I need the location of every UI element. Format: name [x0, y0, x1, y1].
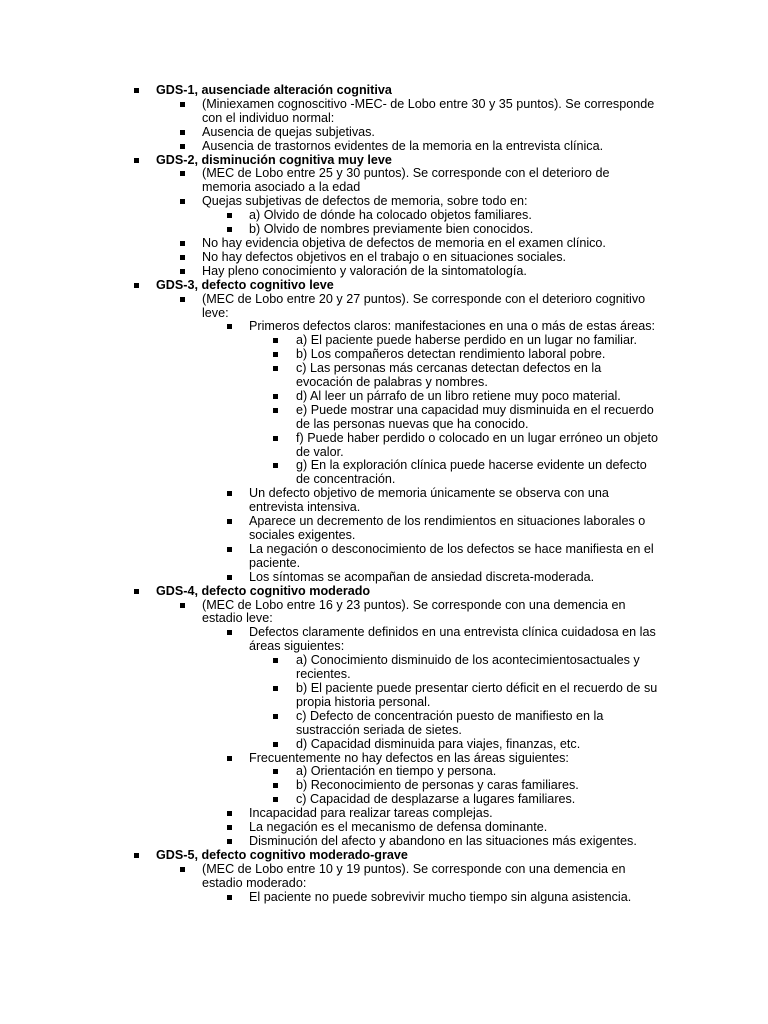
bullet-icon: [273, 394, 278, 399]
bullet-icon: [227, 630, 232, 635]
list-item: [0, 487, 660, 515]
bullet-icon: [134, 853, 139, 858]
bullet-icon: [180, 269, 185, 274]
bullet-icon: [273, 742, 278, 747]
item-text: a) Conocimiento disminuido de los acontecimientosactuales y recientes.: [296, 653, 640, 682]
list-item: [0, 293, 660, 321]
bullet-icon: [273, 366, 278, 371]
bullet-icon: [227, 575, 232, 580]
item-text: (MEC de Lobo entre 25 y 30 puntos). Se corresponde con el deterioro de memoria asociado a la edad: [202, 166, 610, 195]
list-item: [0, 821, 660, 835]
item-text: b) Los compañeros detectan rendimiento laboral pobre.: [296, 347, 606, 362]
list-item: [0, 404, 660, 432]
section-heading: [0, 154, 660, 168]
item-text: Frecuentemente no hay defectos en las áreas siguientes:: [249, 750, 569, 765]
list-item: [0, 654, 660, 682]
bullet-icon: [227, 491, 232, 496]
item-text: No hay defectos objetivos en el trabajo o en situaciones sociales.: [202, 249, 567, 264]
list-item: [0, 891, 660, 905]
bullet-icon: [273, 658, 278, 663]
item-text: c) Las personas más cercanas detectan defectos en la evocación de palabras y nombres.: [296, 361, 602, 390]
bullet-icon: [180, 171, 185, 176]
list-item: [0, 571, 660, 585]
bullet-icon: [180, 603, 185, 608]
list-item: [0, 738, 660, 752]
bullet-icon: [273, 436, 278, 441]
list-item: [0, 223, 660, 237]
item-text: GDS-1, ausenciade alteración cognitiva: [156, 83, 392, 97]
list-item: [0, 752, 660, 766]
bullet-icon: [227, 825, 232, 830]
item-text: El paciente no puede sobrevivir mucho tiempo sin alguna asistencia.: [249, 889, 632, 904]
item-text: (MEC de Lobo entre 16 y 23 puntos). Se corresponde con una demencia en estadio leve:: [202, 597, 626, 626]
bullet-icon: [273, 352, 278, 357]
section-heading: [0, 84, 660, 98]
list-item: [0, 237, 660, 251]
list-item: [0, 835, 660, 849]
list-item: [0, 543, 660, 571]
item-text: b) Reconocimiento de personas y caras familiares.: [296, 778, 579, 793]
list-item: [0, 459, 660, 487]
item-text: d) Capacidad disminuida para viajes, finanzas, etc.: [296, 736, 581, 751]
bullet-icon: [227, 811, 232, 816]
item-text: Hay pleno conocimiento y valoración de la sintomatología.: [202, 263, 527, 278]
item-text: c) Defecto de concentración puesto de manifiesto en la sustracción seriada de sietes.: [296, 708, 604, 737]
item-text: GDS-5, defecto cognitivo moderado-grave: [156, 847, 408, 862]
section-heading: [0, 585, 660, 599]
list-item: [0, 209, 660, 223]
item-text: b) El paciente puede presentar cierto déficit en el recuerdo de su propia historia personal.: [296, 680, 658, 709]
bullet-icon: [180, 867, 185, 872]
item-text: (Miniexamen cognoscitivo -MEC- de Lobo entre 30 y 35 puntos). Se corresponde con el individuo normal:: [202, 96, 655, 125]
list-item: [0, 599, 660, 627]
item-text: Primeros defectos claros: manifestaciones en una o más de estas áreas:: [249, 319, 656, 334]
item-text: Ausencia de quejas subjetivas.: [202, 124, 375, 139]
bullet-icon: [273, 686, 278, 691]
bullet-icon: [227, 227, 232, 232]
item-text: Incapacidad para realizar tareas complejas.: [249, 806, 493, 821]
bullet-icon: [180, 199, 185, 204]
bullet-icon: [180, 297, 185, 302]
bullet-icon: [273, 783, 278, 788]
item-text: (MEC de Lobo entre 10 y 19 puntos). Se corresponde con una demencia en estadio moderado:: [202, 861, 626, 890]
section-heading: [0, 279, 660, 293]
item-text: GDS-4, defecto cognitivo moderado: [156, 583, 371, 598]
item-text: La negación o desconocimiento de los defectos se hace manifiesta en el paciente.: [249, 541, 654, 570]
item-text: Un defecto objetivo de memoria únicamente se observa con una entrevista intensiva.: [249, 486, 609, 515]
list-item: [0, 793, 660, 807]
item-text: g) En la exploración clínica puede hacerse evidente un defecto de concentración.: [296, 458, 647, 487]
bullet-icon: [273, 463, 278, 468]
bullet-icon: [134, 589, 139, 594]
item-text: a) Orientación en tiempo y persona.: [296, 764, 497, 779]
list-item: [0, 98, 660, 126]
bullet-icon: [134, 158, 139, 163]
section-heading: [0, 849, 660, 863]
item-text: b) Olvido de nombres previamente bien conocidos.: [249, 222, 534, 237]
bullet-icon: [227, 519, 232, 524]
list-item: [0, 779, 660, 793]
item-text: Disminución del afecto y abandono en las situaciones más exigentes.: [249, 833, 637, 848]
bullet-icon: [134, 283, 139, 288]
list-item: [0, 432, 660, 460]
item-text: No hay evidencia objetiva de defectos de memoria en el examen clínico.: [202, 235, 606, 250]
item-text: a) El paciente puede haberse perdido en un lugar no familiar.: [296, 333, 637, 348]
list-item: [0, 390, 660, 404]
bullet-icon: [227, 756, 232, 761]
list-item: [0, 140, 660, 154]
item-text: Ausencia de trastornos evidentes de la memoria en la entrevista clínica.: [202, 138, 604, 153]
bullet-icon: [273, 714, 278, 719]
bullet-icon: [180, 102, 185, 107]
list-item: [0, 265, 660, 279]
list-item: [0, 515, 660, 543]
list-item: [0, 682, 660, 710]
bullet-icon: [180, 255, 185, 260]
list-item: [0, 710, 660, 738]
bullet-icon: [227, 213, 232, 218]
list-item: [0, 167, 660, 195]
bullet-icon: [273, 408, 278, 413]
item-text: c) Capacidad de desplazarse a lugares familiares.: [296, 792, 576, 807]
list-item: [0, 195, 660, 209]
list-item: [0, 334, 660, 348]
list-item: [0, 320, 660, 334]
bullet-icon: [180, 130, 185, 135]
item-text: e) Puede mostrar una capacidad muy disminuida en el recuerdo de las personas nuevas que ha conocido.: [296, 402, 654, 431]
list-item: [0, 362, 660, 390]
bullet-icon: [273, 769, 278, 774]
item-text: f) Puede haber perdido o colocado en un lugar erróneo un objeto de valor.: [296, 430, 658, 459]
list-item: [0, 251, 660, 265]
bullet-icon: [180, 144, 185, 149]
list-item: [0, 626, 660, 654]
document-page: [0, 84, 768, 904]
item-text: GDS-2, disminución cognitiva muy leve: [156, 152, 392, 167]
item-text: La negación es el mecanismo de defensa dominante.: [249, 820, 548, 835]
bullet-icon: [273, 338, 278, 343]
item-text: Quejas subjetivas de defectos de memoria, sobre todo en:: [202, 194, 528, 209]
item-text: a) Olvido de dónde ha colocado objetos familiares.: [249, 208, 532, 223]
bullet-icon: [227, 839, 232, 844]
item-text: (MEC de Lobo entre 20 y 27 puntos). Se corresponde con el deterioro cognitivo leve:: [202, 291, 646, 320]
bullet-icon: [273, 797, 278, 802]
list-item: [0, 126, 660, 140]
list-item: [0, 348, 660, 362]
list-item: [0, 863, 660, 891]
bullet-icon: [227, 547, 232, 552]
item-text: Los síntomas se acompañan de ansiedad discreta-moderada.: [249, 569, 595, 584]
item-text: GDS-3, defecto cognitivo leve: [156, 277, 334, 292]
bullet-icon: [227, 895, 232, 900]
item-text: Defectos claramente definidos en una entrevista clínica cuidadosa en las áreas siguientes:: [249, 625, 656, 654]
item-text: d) Al leer un párrafo de un libro retiene muy poco material.: [296, 388, 621, 403]
item-text: Aparece un decremento de los rendimientos en situaciones laborales o sociales exigentes.: [249, 514, 646, 542]
bullet-icon: [227, 324, 232, 329]
list-item: [0, 765, 660, 779]
list-item: [0, 807, 660, 821]
bullet-icon: [134, 88, 139, 93]
bullet-icon: [180, 241, 185, 246]
